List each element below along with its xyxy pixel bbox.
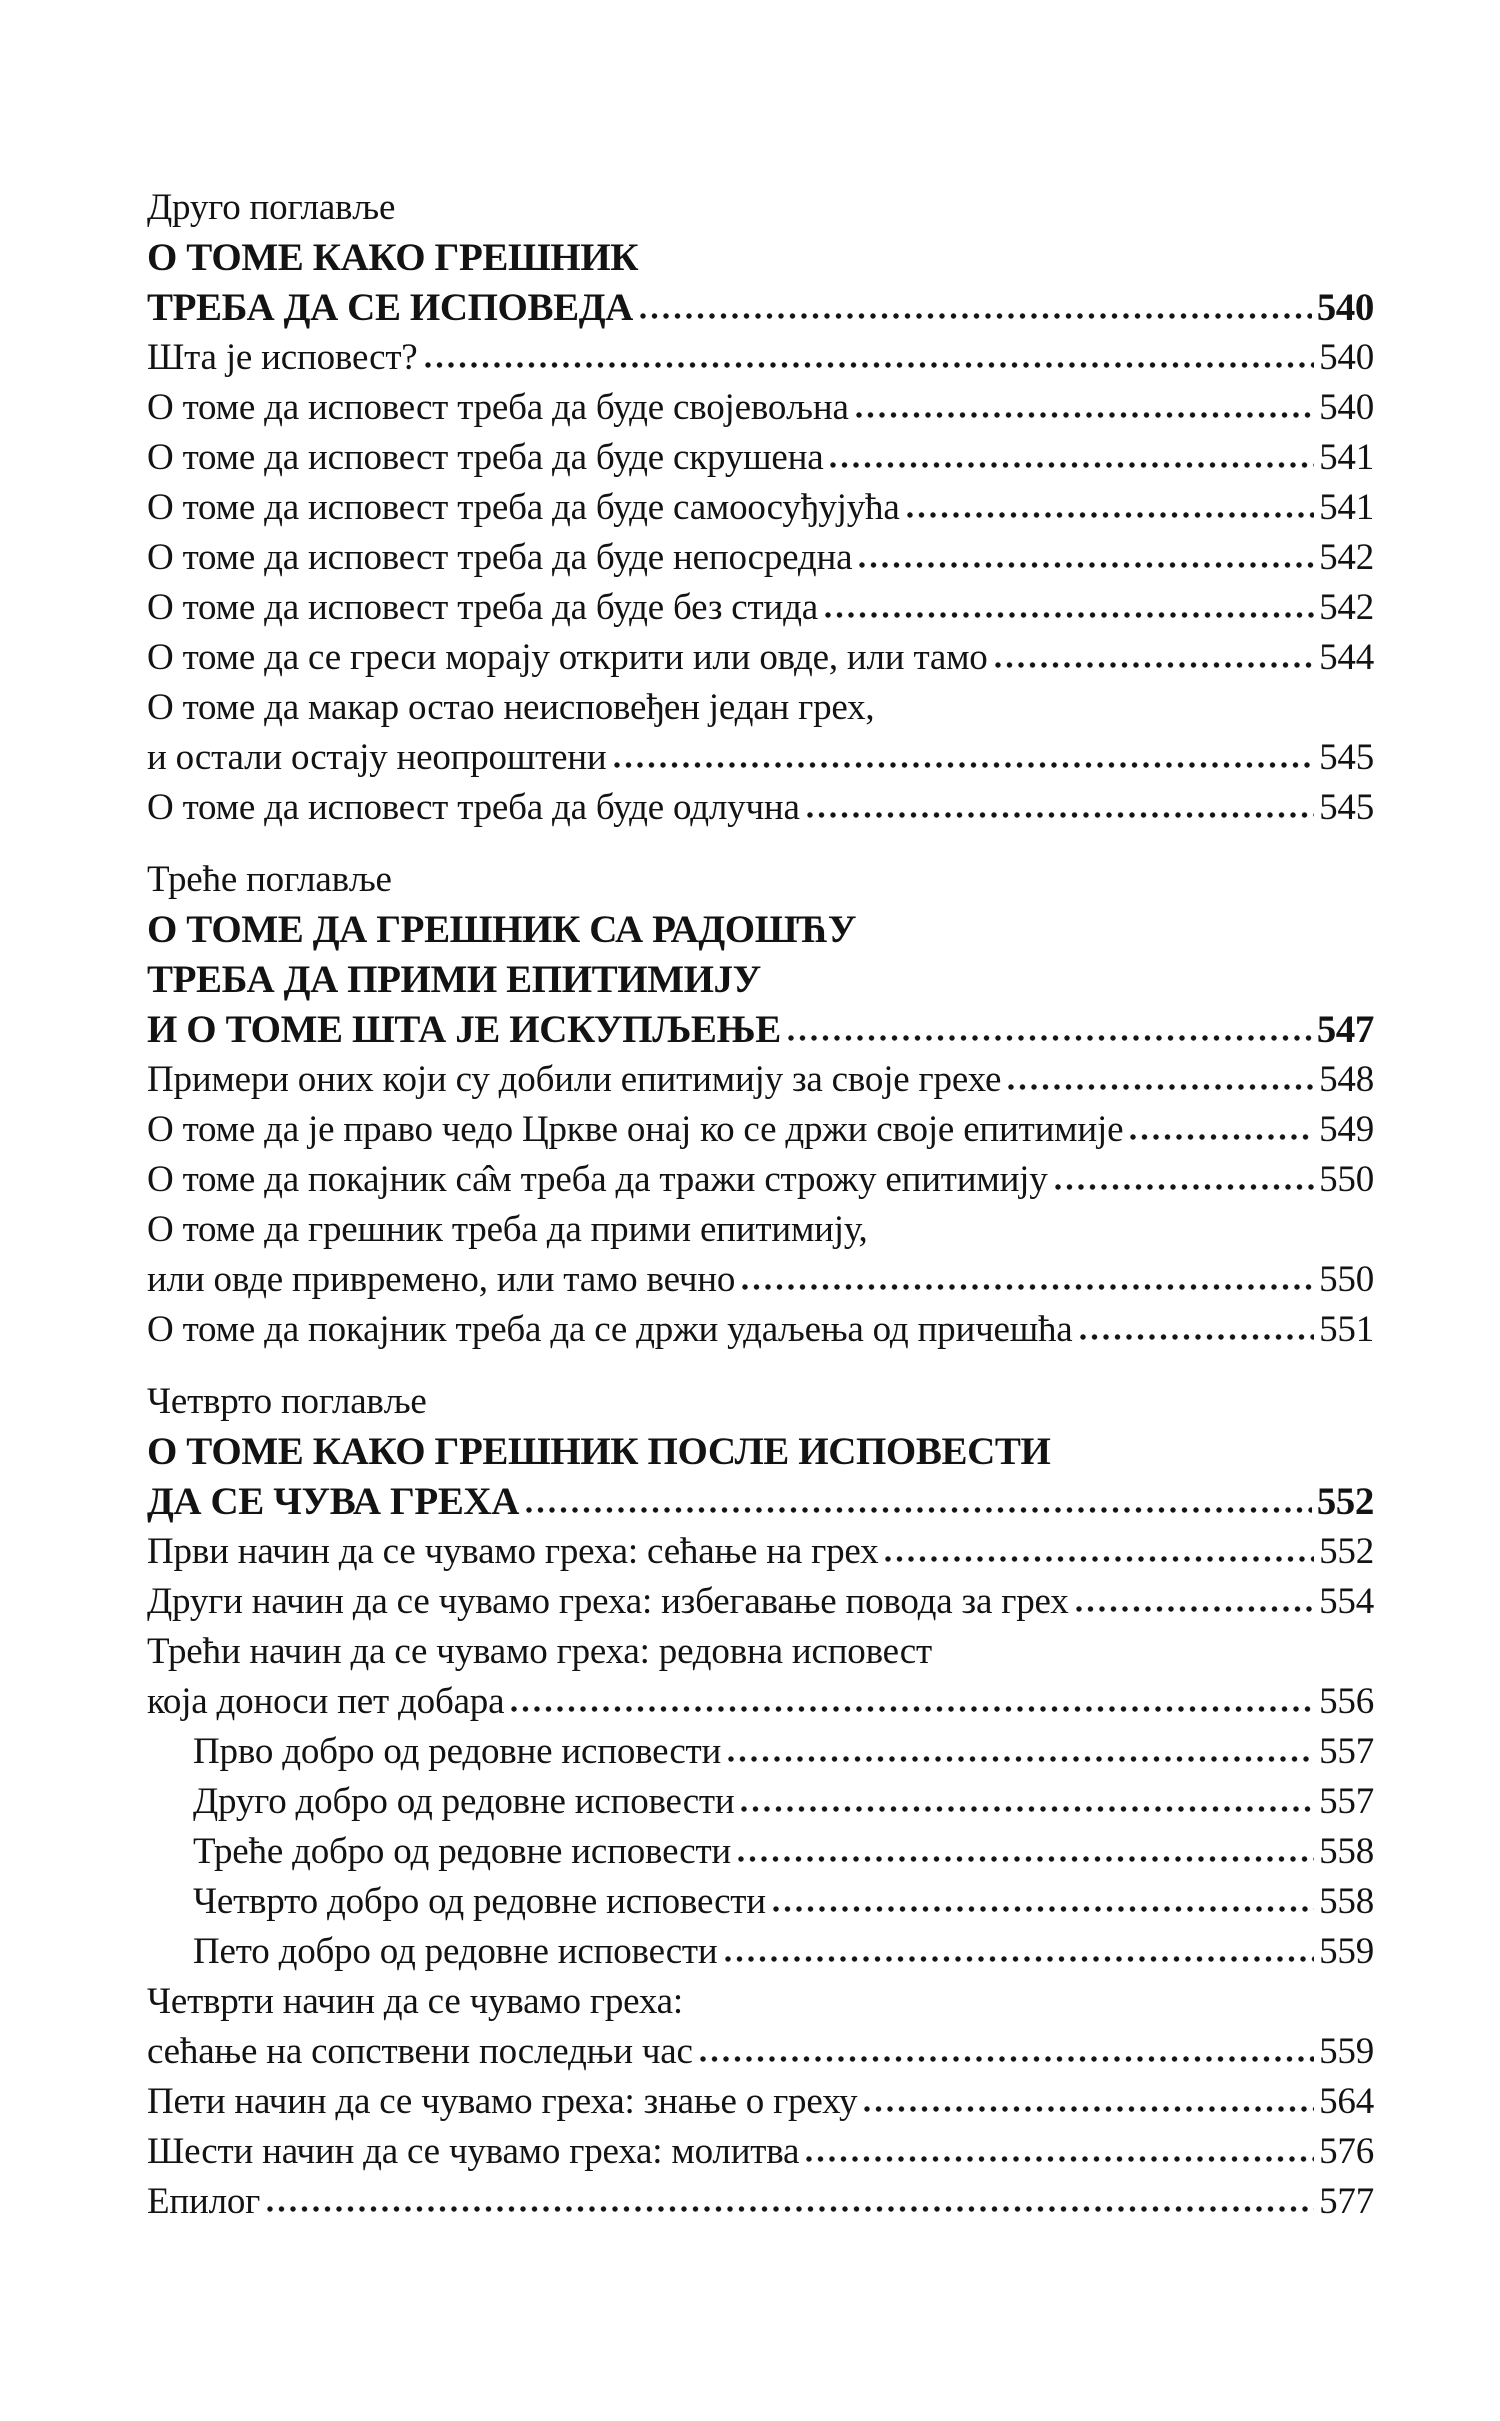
toc-row [147,1427,1374,1477]
toc-row [147,1305,1374,1355]
toc-row [147,683,1374,733]
leader-dots [526,1506,1312,1514]
leader-dots [807,811,1314,819]
toc-entry-title: О ТОМЕ КАКО ГРЕШНИК [147,236,639,279]
leader-dots [995,661,1314,669]
toc-row [147,855,1374,905]
toc-page-number: 542 [1319,537,1374,578]
leader-dots [728,1755,1314,1763]
leader-dots [725,1955,1315,1963]
toc-page-number: 550 [1319,1259,1374,1300]
leader-dots [700,2055,1314,2063]
toc-entry-title: Друго добро од редовне исповести [193,1781,735,1822]
toc-entry-title: О томе да исповест треба да буде самоосуђујућа [147,487,900,528]
toc-entry-title: О томе да исповест треба да буде без стида [147,587,818,628]
toc-row [147,955,1374,1005]
toc-row [147,1005,1374,1055]
toc-entry-title: и остали остају неопроштени [147,737,607,778]
toc-entry-title: или овде привремено, или тамо вечно [147,1259,736,1300]
toc-row [147,733,1374,783]
toc-page-number: 552 [1316,1480,1374,1523]
toc-row [147,1977,1374,2027]
toc-entry-title: Четврто поглавље [147,1381,427,1422]
toc-page-number: 551 [1319,1309,1374,1350]
leader-dots [859,561,1314,569]
toc-row [147,1677,1374,1727]
leader-dots [856,411,1314,419]
toc-page-number: 557 [1319,1731,1374,1772]
leader-dots [1076,1605,1315,1613]
leader-dots [885,1555,1314,1563]
toc-row [147,333,1374,383]
toc-entry-title: Шести начин да се чувамо греха: молитва [147,2131,800,2172]
toc-row [147,233,1374,283]
toc-row [147,1255,1374,1305]
toc-row [147,2177,1374,2227]
leader-dots [806,2155,1314,2163]
toc-page-number: 559 [1319,1931,1374,1972]
toc-entry-title: О томе да је право чедо Цркве онај ко се држи своје епитимије [147,1109,1124,1150]
toc-entry-title: О томе да покајник са̂м треба да тражи строжу епитимију [147,1159,1048,1200]
toc-entry-title: Трећи начин да се чувамо греха: редовна исповест [147,1631,932,1672]
toc-row [147,2027,1374,2077]
toc-entry-title: Епилог [147,2181,261,2222]
leader-dots [788,1034,1312,1042]
toc-entry-title: О томе да се греси морају открити или овде, или тамо [147,637,988,678]
toc-row [147,1827,1374,1877]
toc-entry-title: О томе да грешник треба да прими епитимију, [147,1209,868,1250]
toc-row [147,1377,1374,1427]
toc-entry-title: Четврти начин да се чувамо греха: [147,1981,683,2022]
toc-page-number: 540 [1319,337,1374,378]
toc-row [147,1055,1374,1105]
leader-dots [825,611,1314,619]
leader-dots [864,2105,1314,2113]
toc-entry-title: И О ТОМЕ ШТА ЈЕ ИСКУПЉЕЊЕ [147,1008,781,1051]
toc-row [147,1527,1374,1577]
toc-row [147,633,1374,683]
leader-dots [614,761,1315,769]
toc-page-number: 545 [1319,787,1374,828]
toc-entry-title: Друго поглавље [147,187,396,228]
toc-page-number: 559 [1319,2031,1374,2072]
toc-entry-title: Треће добро од редовне исповести [193,1831,732,1872]
toc-row [147,1155,1374,1205]
toc-entry-title: Други начин да се чувамо греха: избегавање повода за грех [147,1581,1069,1622]
toc-row [147,1205,1374,1255]
toc-page-number: 548 [1319,1059,1374,1100]
toc-page-number: 554 [1319,1581,1374,1622]
toc-entry-title: ТРЕБА ДА СЕ ИСПОВЕДА [147,286,633,329]
toc-entry-title: О томе да покајник треба да се држи удаљења од причешћа [147,1309,1073,1350]
toc-row [147,1627,1374,1677]
toc-entry-title: ДА СЕ ЧУВА ГРЕХА [147,1480,519,1523]
leader-dots [267,2205,1314,2213]
leader-dots [425,361,1315,369]
toc-row [147,2077,1374,2127]
toc-page-number: 550 [1319,1159,1374,1200]
toc-page-number: 545 [1319,737,1374,778]
toc-page-number: 540 [1316,286,1374,329]
toc-entry-title: О ТОМЕ КАКО ГРЕШНИК ПОСЛЕ ИСПОВЕСТИ [147,1430,1051,1473]
toc-entry-title: О томе да исповест треба да буде непосредна [147,537,853,578]
toc-entry-title: О томе да исповест треба да буде скрушена [147,437,824,478]
leader-dots [742,1283,1314,1291]
toc-page-number: 540 [1319,387,1374,428]
toc-entry-title: Шта је исповест? [147,337,418,378]
toc-entry-title: Прво добро од редовне исповести [193,1731,722,1772]
leader-dots [773,1905,1314,1913]
toc-page-number: 564 [1319,2081,1374,2122]
toc-entry-title: Први начин да се чувамо греха: сећање на грех [147,1531,879,1572]
toc-row [147,1927,1374,1977]
toc-entry-title: О томе да исповест треба да буде одлучна [147,787,800,828]
toc-row [147,383,1374,433]
toc-row [147,1477,1374,1527]
toc-page-number: 557 [1319,1781,1374,1822]
toc-row [147,483,1374,533]
toc-page-number: 552 [1319,1531,1374,1572]
toc-page-number: 558 [1319,1831,1374,1872]
toc-row [147,1777,1374,1827]
toc-entry-title: Четврто добро од редовне исповести [193,1881,766,1922]
toc-page-number: 549 [1319,1109,1374,1150]
leader-dots [511,1705,1314,1713]
toc-page-number: 542 [1319,587,1374,628]
toc-row [147,1877,1374,1927]
toc-list [147,183,1374,2227]
toc-row [147,533,1374,583]
toc-entry-title: ТРЕБА ДА ПРИМИ ЕПИТИМИЈУ [147,958,761,1001]
toc-entry-title: Примери оних који су добили епитимију за своје грехе [147,1059,1002,1100]
toc-row [147,183,1374,233]
toc-page-number: 544 [1319,637,1374,678]
toc-row [147,283,1374,333]
leader-dots [738,1855,1314,1863]
toc-entry-title: О томе да исповест треба да буде својевољна [147,387,849,428]
toc-entry-title: сећање на сопствени последњи час [147,2031,693,2072]
toc-page-number: 541 [1319,437,1374,478]
toc-page-number: 547 [1316,1008,1374,1051]
leader-dots [640,312,1312,320]
toc-row [147,905,1374,955]
leader-dots [741,1805,1314,1813]
toc-row [147,1727,1374,1777]
toc-entry-title: О томе да макар остао неисповеђен један грех, [147,687,875,728]
toc-entry-title: која доноси пет добара [147,1681,505,1722]
leader-dots [907,511,1315,519]
toc-row [147,783,1374,833]
toc-page-number: 558 [1319,1881,1374,1922]
toc-entry-title: Пети начин да се чувамо греха: знање о греху [147,2081,858,2122]
toc-entry-title: Пето добро од редовне исповести [193,1931,718,1972]
toc-page-number: 577 [1319,2181,1374,2222]
toc-page-number: 576 [1319,2131,1374,2172]
toc-row [147,2127,1374,2177]
toc-row [147,433,1374,483]
toc-entry-title: Треће поглавље [147,859,392,900]
toc-page-number: 556 [1319,1681,1374,1722]
toc-entry-title: О ТОМЕ ДА ГРЕШНИК СА РАДОШЋУ [147,908,857,951]
toc-page-number: 541 [1319,487,1374,528]
toc-row [147,1577,1374,1627]
leader-dots [1080,1333,1315,1341]
toc-row [147,583,1374,633]
leader-dots [1055,1183,1315,1191]
toc-row [147,1105,1374,1155]
leader-dots [830,461,1314,469]
leader-dots [1008,1083,1314,1091]
leader-dots [1130,1133,1314,1141]
